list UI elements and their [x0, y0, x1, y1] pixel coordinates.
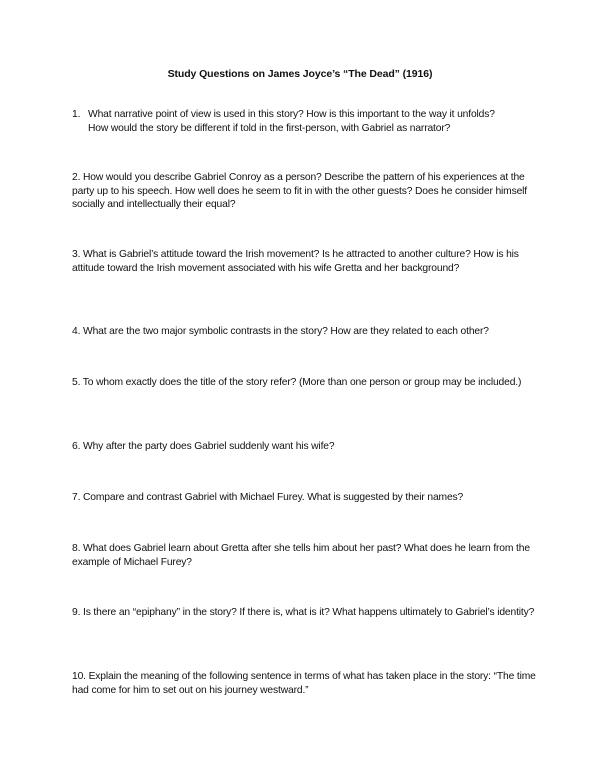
question-3: 3. What is Gabriel’s attitude toward the Irish movement? Is he attracted to another culture? How is his attitude toward the Irish movement associated with his wife Gretta and her background?	[72, 249, 519, 274]
question-number: 1.	[72, 109, 81, 120]
question-line: What narrative point of view is used in this story? How is this important to the way it unfolds?	[88, 109, 495, 120]
question-1	[72, 108, 547, 135]
question-5: 5. To whom exactly does the title of the story refer? (More than one person or group may be included.)	[72, 377, 522, 388]
question-4: 4. What are the two major symbolic contrasts in the story? How are they related to each other?	[72, 326, 489, 337]
question-2: 2. How would you describe Gabriel Conroy as a person? Describe the pattern of his experiences at the party up to his speech. How well does he seem to fit in with the other guests? Does he consider himself socially and intellectually their equal?	[72, 172, 528, 210]
document-title: Study Questions on James Joyce’s “The Dead” (1916)	[167, 68, 433, 80]
question-10: 10. Explain the meaning of the following sentence in terms of what has taken place in the story: “The time had come for him to set out on his journey westward.”	[72, 671, 536, 696]
question-7: 7. Compare and contrast Gabriel with Michael Furey. What is suggested by their names?	[72, 492, 464, 503]
question-line: How would the story be different if told in the first-person, with Gabriel as narrator?	[88, 122, 451, 134]
question-8: 8. What does Gabriel learn about Gretta after she tells him about her past? What does he learn from the example of Michael Furey?	[72, 543, 530, 568]
question-6: 6. Why after the party does Gabriel suddenly want his wife?	[72, 441, 335, 452]
question-9: 9. Is there an “epiphany” in the story? If there is, what is it? What happens ultimately to Gabriel’s identity?	[72, 607, 535, 618]
